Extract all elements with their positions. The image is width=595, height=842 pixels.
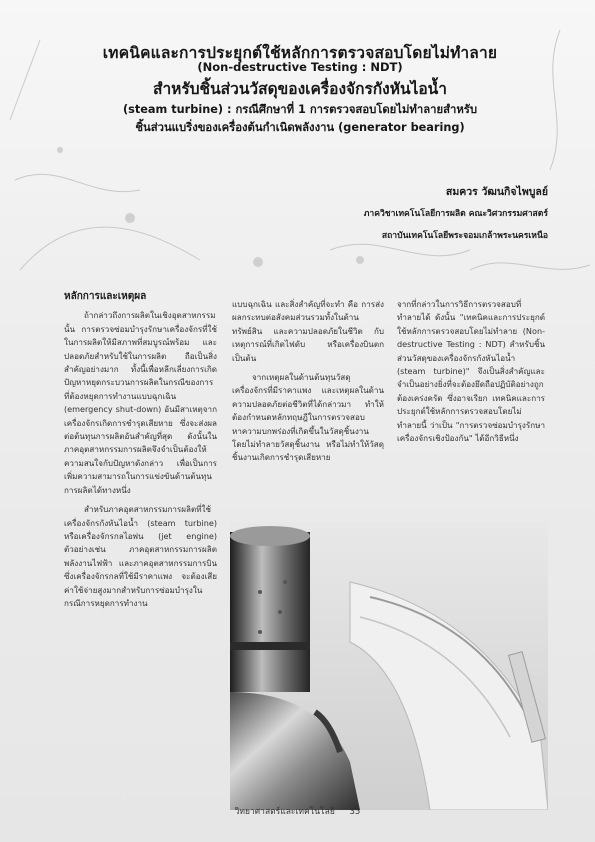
bearing-photo — [230, 522, 548, 810]
article-subtitle-2: ชิ้นส่วนแบริ่งของเครื่องต้นกำเนิดพลังงาน (generator bearing) — [135, 121, 465, 134]
article-title-thai: เทคนิคและการประยุกต์ใช้หลักการตรวจสอบโดยไม่ทำลาย — [102, 44, 498, 62]
article-title-english: (Non-destructive Testing : NDT) — [197, 60, 403, 74]
paragraph: จากเหตุผลในด้านต้นทุนวัสดุเครื่องจักรที่มีราคาแพง และเหตุผลในด้านความปลอดภัยต่อชีวิตที่ได้กล่าวมา ทำให้ต้องกำหนดหลักทฤษฎีในการตรวจสอบหาความบกพร่องที่เกิดขึ้นในวัสดุชิ้นงาน โดยไม่ทำลายวัสดุชิ้นงาน หรือไม่ทำให้วัสดุชิ้นงานเกิดการชำรุดเสียหาย — [232, 372, 384, 463]
paragraph: แบบฉุกเฉิน และสิ่งสำคัญที่จะทำ คือ การส่งผลกระทบต่อสังคมส่วนรวมทั้งในด้านทรัพย์สิน และความปลอดภัยในชีวิต กับเหตุการณ์ที่เกิดไฟดับ หรือเครื่องบินตก เป็นต้น — [232, 299, 384, 363]
author-name: สมควร วัฒนกิจไพบูลย์ — [445, 186, 548, 198]
article-subtitle-1: (steam turbine) : กรณีศึกษาที่ 1 การตรวจสอบโดยไม่ทำลายสำหรับ — [122, 103, 478, 116]
author-department: ภาควิชาเทคโนโลยีการผลิต คณะวิศวกรรมศาสตร์ — [363, 209, 548, 219]
author-institute: สถาบันเทคโนโลยีพระจอมเกล้าพระนครเหนือ — [381, 231, 548, 241]
paragraph: ถ้ากล่าวถึงการผลิตในเชิงอุตสาหกรรมนั้น การตรวจซ่อมบำรุงรักษาเครื่องจักรที่ใช้ในการผลิตให้มีสภาพที่สมบูรณ์พร้อม และปลอดภัยสำหรับใช้ในการผลิต ถือเป็นสิ่งสำคัญอย่างมาก ทั้งนี้เพื่อหลีกเลี่ยงการเกิดปัญหาหยุดกระบวนการผลิตในกรณีของการที่ต้องหยุดการทำงานแบบฉุกเฉิน (emergency shut-down) อันมีสาเหตุจากเครื่องจักรเกิดการชำรุดเสียหาย ซึ่งจะส่งผลต่อต้นทุนการผลิตอันสำคัญที่สุด ดังนั้นในภาคอุตสาหกรรมการผลิตจึงจำเป็นต้องให้ความสนใจกับปัญหาดังกล่าว เพื่อเป็นการเพิ่มความสามารถในการแข่งขันด้านต้นทุนการผลิตได้ทางหนึ่ง — [64, 310, 217, 495]
text-column-1 — [64, 290, 217, 616]
paragraph: สำหรับภาคอุตสาหกรรมการผลิตที่ใช้เครื่องจักรกังหันไอน้ำ (steam turbine) หรือเครื่องจักรกลไอพ่น (jet engine) ตัวอย่างเช่น ภาคอุตสาหกรรมการผลิตพลังงานไฟฟ้า และภาคอุตสาหกรรมการบิน ซึ่งเครื่องจักรกลที่ใช้มีราคาแพง จะต้องเสียค่าใช้จ่ายสูงมากสำหรับการซ่อมบำรุงในกรณีการหยุดการทำงาน — [64, 504, 217, 608]
section-heading: หลักการและเหตุผล — [64, 291, 147, 302]
page-footer — [0, 804, 595, 818]
text-column-2 — [232, 298, 384, 471]
page-number: 35 — [349, 807, 361, 817]
text-column-3 — [397, 298, 545, 451]
journal-name: วิทยาศาสตร์และเทคโนโลยี — [234, 807, 335, 817]
paragraph: จากที่กล่าวในการวิธีการตรวจสอบที่ทำลายได้ ดังนั้น "เทคนิคและการประยุกต์ใช้หลักการตรวจสอบโดยไม่ทำลาย (Non-destructive Testing : NDT) สำหรับชิ้นส่วนวัสดุของเครื่องจักรกังหันไอน้ำ (steam turbine)" จึงเป็นสิ่งสำคัญและจำเป็นอย่างยิ่งที่จะต้องยึดถือปฏิบัติอย่างถูกต้องเคร่งครัด ซึ่งอาจเรียก เทคนิคและการประยุกต์ใช้หลักการตรวจสอบโดยไม่ทำลายนี้ ว่าเป็น "การตรวจซ่อมบำรุงรักษาเครื่องจักรเชิงป้องกัน" ได้อีกวิธีหนึ่ง — [397, 299, 545, 444]
article-title-thai-2: สำหรับชิ้นส่วนวัสดุของเครื่องจักรกังหันไอน้ำ — [153, 80, 447, 98]
